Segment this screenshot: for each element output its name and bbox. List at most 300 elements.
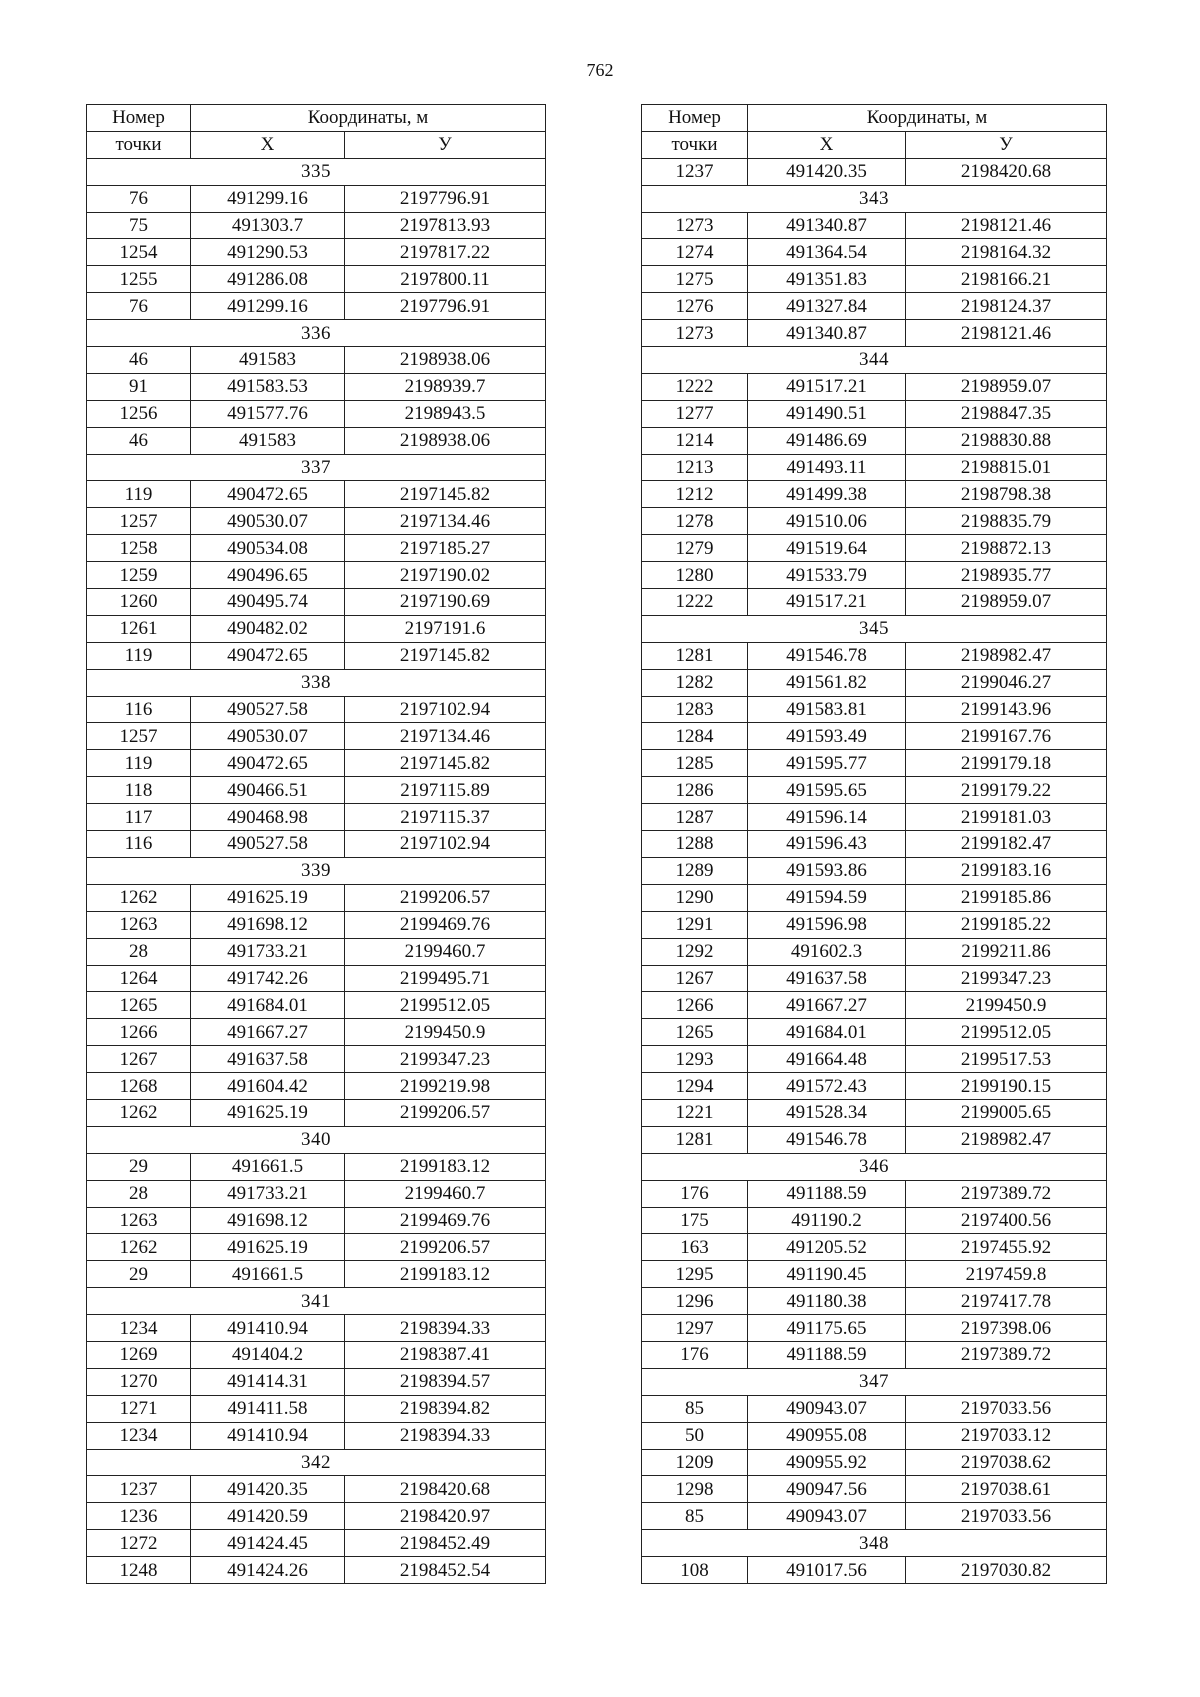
table-row — [87, 777, 546, 804]
table-row — [87, 1557, 546, 1584]
point-number-cell: 1283 — [642, 696, 748, 723]
y-coordinate-cell: 2198935.77 — [906, 562, 1107, 589]
table-row — [87, 589, 546, 616]
table-row — [87, 508, 546, 535]
y-coordinate-cell: 2199183.12 — [345, 1261, 546, 1288]
y-coordinate-cell: 2198394.57 — [345, 1368, 546, 1395]
point-number-cell: 119 — [87, 642, 191, 669]
point-number-cell: 1292 — [642, 938, 748, 965]
point-number-cell: 1236 — [87, 1503, 191, 1530]
point-number-cell: 1212 — [642, 481, 748, 508]
y-coordinate-cell: 2197030.82 — [906, 1557, 1107, 1584]
point-number-cell: 1222 — [642, 373, 748, 400]
point-number-cell: 76 — [87, 293, 191, 320]
point-number-cell: 1237 — [87, 1476, 191, 1503]
point-number-cell: 46 — [87, 347, 191, 374]
section-row — [87, 669, 546, 696]
section-number: 343 — [642, 185, 1107, 212]
table-row — [87, 293, 546, 320]
point-number-cell: 29 — [87, 1261, 191, 1288]
point-number-cell: 1248 — [87, 1557, 191, 1584]
point-number-cell: 1268 — [87, 1073, 191, 1100]
table-row — [642, 1099, 1107, 1126]
x-coordinate-cell: 491661.5 — [191, 1261, 345, 1288]
y-coordinate-cell: 2198959.07 — [906, 373, 1107, 400]
section-row — [642, 1530, 1107, 1557]
table-row — [642, 1019, 1107, 1046]
x-coordinate-cell: 491596.14 — [748, 804, 906, 831]
table-row — [642, 1449, 1107, 1476]
table-row — [87, 562, 546, 589]
table-row — [642, 454, 1107, 481]
table-row — [642, 884, 1107, 911]
x-coordinate-cell: 491351.83 — [748, 266, 906, 293]
section-number: 339 — [87, 857, 546, 884]
point-number-cell: 1262 — [87, 1234, 191, 1261]
section-number: 340 — [87, 1126, 546, 1153]
x-coordinate-cell: 491340.87 — [748, 212, 906, 239]
point-number-header-bottom: точки — [642, 131, 748, 158]
table-row — [87, 481, 546, 508]
table-row — [87, 615, 546, 642]
point-number-cell: 175 — [642, 1207, 748, 1234]
x-coordinate-cell: 490955.08 — [748, 1422, 906, 1449]
section-number: 344 — [642, 347, 1107, 374]
point-number-cell: 85 — [642, 1503, 748, 1530]
y-coordinate-cell: 2198847.35 — [906, 400, 1107, 427]
x-coordinate-cell: 490527.58 — [191, 831, 345, 858]
section-number: 335 — [87, 158, 546, 185]
y-coordinate-cell: 2197033.56 — [906, 1395, 1107, 1422]
point-number-cell: 1284 — [642, 723, 748, 750]
coordinates-table-left-body — [87, 105, 546, 1584]
y-coordinate-cell: 2199219.98 — [345, 1073, 546, 1100]
point-number-cell: 1257 — [87, 723, 191, 750]
point-number-cell: 1265 — [87, 992, 191, 1019]
x-coordinate-cell: 490534.08 — [191, 535, 345, 562]
point-number-cell: 1221 — [642, 1099, 748, 1126]
y-coordinate-cell: 2199206.57 — [345, 1234, 546, 1261]
point-number-cell: 1267 — [87, 1046, 191, 1073]
x-coordinate-cell: 491577.76 — [191, 400, 345, 427]
y-coordinate-cell: 2198166.21 — [906, 266, 1107, 293]
x-coordinate-cell: 491528.34 — [748, 1099, 906, 1126]
x-coordinate-cell: 491299.16 — [191, 185, 345, 212]
y-coordinate-cell: 2198798.38 — [906, 481, 1107, 508]
point-number-cell: 75 — [87, 212, 191, 239]
table-row — [642, 1341, 1107, 1368]
table-row — [87, 938, 546, 965]
x-coordinate-cell: 491733.21 — [191, 1180, 345, 1207]
y-coordinate-cell: 2197033.12 — [906, 1422, 1107, 1449]
table-row — [642, 293, 1107, 320]
x-coordinate-cell: 491593.86 — [748, 857, 906, 884]
point-number-cell: 1278 — [642, 508, 748, 535]
y-coordinate-cell: 2199450.9 — [906, 992, 1107, 1019]
y-coordinate-cell: 2198982.47 — [906, 642, 1107, 669]
x-coordinate-cell: 491420.35 — [748, 158, 906, 185]
table-row — [87, 266, 546, 293]
x-coordinate-cell: 491594.59 — [748, 884, 906, 911]
point-number-cell: 1263 — [87, 911, 191, 938]
y-coordinate-cell: 2197102.94 — [345, 831, 546, 858]
point-number-cell: 1257 — [87, 508, 191, 535]
table-row — [642, 1557, 1107, 1584]
x-coordinate-cell: 491188.59 — [748, 1180, 906, 1207]
y-coordinate-cell: 2197398.06 — [906, 1315, 1107, 1342]
x-coordinate-cell: 491596.98 — [748, 911, 906, 938]
table-row — [642, 1126, 1107, 1153]
y-coordinate-cell: 2199183.12 — [345, 1153, 546, 1180]
section-row — [642, 347, 1107, 374]
y-coordinate-cell: 2197813.93 — [345, 212, 546, 239]
y-coordinate-cell: 2198420.68 — [906, 158, 1107, 185]
y-coordinate-cell: 2198938.06 — [345, 347, 546, 374]
section-number: 342 — [87, 1449, 546, 1476]
section-row — [87, 454, 546, 481]
point-number-cell: 76 — [87, 185, 191, 212]
x-coordinate-cell: 491583 — [191, 427, 345, 454]
x-coordinate-cell: 491490.51 — [748, 400, 906, 427]
section-row — [87, 320, 546, 347]
y-coordinate-cell: 2197817.22 — [345, 239, 546, 266]
table-row — [87, 992, 546, 1019]
table-row — [87, 535, 546, 562]
x-coordinate-cell: 491180.38 — [748, 1288, 906, 1315]
section-number: 341 — [87, 1288, 546, 1315]
point-number-cell: 1297 — [642, 1315, 748, 1342]
point-number-cell: 1266 — [642, 992, 748, 1019]
x-coordinate-cell: 490527.58 — [191, 696, 345, 723]
y-coordinate-cell: 2197796.91 — [345, 185, 546, 212]
table-row — [87, 239, 546, 266]
y-coordinate-cell: 2197115.89 — [345, 777, 546, 804]
y-coordinate-cell: 2198420.97 — [345, 1503, 546, 1530]
y-coordinate-cell: 2198830.88 — [906, 427, 1107, 454]
table-row — [87, 427, 546, 454]
y-coordinate-cell: 2199182.47 — [906, 831, 1107, 858]
section-row — [87, 1288, 546, 1315]
table-row — [87, 1530, 546, 1557]
y-coordinate-cell: 2197455.92 — [906, 1234, 1107, 1261]
y-coordinate-cell: 2199517.53 — [906, 1046, 1107, 1073]
y-coordinate-cell: 2199469.76 — [345, 1207, 546, 1234]
table-row — [642, 1288, 1107, 1315]
point-number-cell: 1261 — [87, 615, 191, 642]
section-row — [642, 615, 1107, 642]
x-coordinate-cell: 491625.19 — [191, 1234, 345, 1261]
x-coordinate-cell: 491303.7 — [191, 212, 345, 239]
y-column-header: У — [345, 131, 546, 158]
point-number-cell: 85 — [642, 1395, 748, 1422]
x-coordinate-cell: 490468.98 — [191, 804, 345, 831]
x-coordinate-cell: 491572.43 — [748, 1073, 906, 1100]
y-coordinate-cell: 2199512.05 — [906, 1019, 1107, 1046]
point-number-cell: 119 — [87, 750, 191, 777]
table-row — [87, 642, 546, 669]
x-coordinate-cell: 491327.84 — [748, 293, 906, 320]
point-number-cell: 1295 — [642, 1261, 748, 1288]
y-coordinate-cell: 2198394.33 — [345, 1422, 546, 1449]
x-coordinate-cell: 491424.45 — [191, 1530, 345, 1557]
point-number-cell: 1256 — [87, 400, 191, 427]
table-row — [87, 1261, 546, 1288]
x-coordinate-cell: 491420.35 — [191, 1476, 345, 1503]
point-number-cell: 1213 — [642, 454, 748, 481]
point-number-cell: 1209 — [642, 1449, 748, 1476]
x-coordinate-cell: 491410.94 — [191, 1315, 345, 1342]
y-coordinate-cell: 2198124.37 — [906, 293, 1107, 320]
x-coordinate-cell: 491533.79 — [748, 562, 906, 589]
point-number-cell: 1281 — [642, 1126, 748, 1153]
table-row — [642, 1234, 1107, 1261]
x-coordinate-cell: 491411.58 — [191, 1395, 345, 1422]
table-row — [642, 373, 1107, 400]
table-row — [87, 1207, 546, 1234]
x-coordinate-cell: 491205.52 — [748, 1234, 906, 1261]
point-number-cell: 176 — [642, 1341, 748, 1368]
table-row — [642, 1261, 1107, 1288]
x-coordinate-cell: 491499.38 — [748, 481, 906, 508]
y-coordinate-cell: 2198394.33 — [345, 1315, 546, 1342]
x-coordinate-cell: 491561.82 — [748, 669, 906, 696]
x-coordinate-cell: 491299.16 — [191, 293, 345, 320]
table-row — [87, 1422, 546, 1449]
point-number-cell: 50 — [642, 1422, 748, 1449]
x-coordinate-cell: 491684.01 — [191, 992, 345, 1019]
table-row — [87, 185, 546, 212]
y-coordinate-cell: 2197038.61 — [906, 1476, 1107, 1503]
point-number-cell: 1262 — [87, 1099, 191, 1126]
x-coordinate-cell: 490466.51 — [191, 777, 345, 804]
y-coordinate-cell: 2199512.05 — [345, 992, 546, 1019]
header-row-2 — [87, 131, 546, 158]
table-row — [87, 884, 546, 911]
x-coordinate-cell: 491583 — [191, 347, 345, 374]
point-number-cell: 1277 — [642, 400, 748, 427]
table-row — [642, 320, 1107, 347]
y-coordinate-cell: 2199179.22 — [906, 777, 1107, 804]
x-coordinate-cell: 491595.77 — [748, 750, 906, 777]
table-row — [87, 1476, 546, 1503]
x-coordinate-cell: 491698.12 — [191, 911, 345, 938]
y-column-header: У — [906, 131, 1107, 158]
point-number-cell: 29 — [87, 1153, 191, 1180]
x-coordinate-cell: 491637.58 — [748, 965, 906, 992]
section-row — [87, 857, 546, 884]
table-row — [642, 777, 1107, 804]
y-coordinate-cell: 2199185.86 — [906, 884, 1107, 911]
y-coordinate-cell: 2199347.23 — [906, 965, 1107, 992]
point-number-cell: 1258 — [87, 535, 191, 562]
table-row — [87, 1315, 546, 1342]
point-number-cell: 119 — [87, 481, 191, 508]
coordinates-table-right-body — [642, 105, 1107, 1584]
x-coordinate-cell: 491546.78 — [748, 642, 906, 669]
x-coordinate-cell: 491190.45 — [748, 1261, 906, 1288]
y-coordinate-cell: 2197145.82 — [345, 642, 546, 669]
y-coordinate-cell: 2199460.7 — [345, 1180, 546, 1207]
x-coordinate-cell: 491667.27 — [191, 1019, 345, 1046]
table-row — [642, 400, 1107, 427]
x-coordinate-cell: 491593.49 — [748, 723, 906, 750]
section-number: 347 — [642, 1368, 1107, 1395]
y-coordinate-cell: 2198943.5 — [345, 400, 546, 427]
point-number-cell: 1254 — [87, 239, 191, 266]
x-coordinate-cell: 490530.07 — [191, 508, 345, 535]
section-number: 345 — [642, 615, 1107, 642]
x-coordinate-cell: 491188.59 — [748, 1341, 906, 1368]
x-coordinate-cell: 491583.53 — [191, 373, 345, 400]
x-coordinate-cell: 491519.64 — [748, 535, 906, 562]
coordinates-table-left — [86, 104, 546, 1584]
point-number-cell: 1276 — [642, 293, 748, 320]
x-coordinate-cell: 491510.06 — [748, 508, 906, 535]
x-coordinate-cell: 491517.21 — [748, 373, 906, 400]
coordinates-table-right — [641, 104, 1107, 1584]
y-coordinate-cell: 2199005.65 — [906, 1099, 1107, 1126]
y-coordinate-cell: 2198452.49 — [345, 1530, 546, 1557]
table-row — [642, 1073, 1107, 1100]
x-coordinate-cell: 490496.65 — [191, 562, 345, 589]
x-coordinate-cell: 491017.56 — [748, 1557, 906, 1584]
point-number-cell: 1237 — [642, 158, 748, 185]
table-row — [642, 857, 1107, 884]
y-coordinate-cell: 2198938.06 — [345, 427, 546, 454]
section-row — [87, 1126, 546, 1153]
point-number-cell: 1285 — [642, 750, 748, 777]
section-number: 337 — [87, 454, 546, 481]
x-coordinate-cell: 491286.08 — [191, 266, 345, 293]
table-row — [642, 1180, 1107, 1207]
y-coordinate-cell: 2199183.16 — [906, 857, 1107, 884]
x-coordinate-cell: 491583.81 — [748, 696, 906, 723]
table-row — [642, 1207, 1107, 1234]
table-row — [87, 1046, 546, 1073]
table-row — [87, 1073, 546, 1100]
table-row — [87, 1099, 546, 1126]
x-coordinate-cell: 491175.65 — [748, 1315, 906, 1342]
point-number-cell: 1280 — [642, 562, 748, 589]
table-row — [87, 723, 546, 750]
y-coordinate-cell: 2198835.79 — [906, 508, 1107, 535]
point-number-cell: 1273 — [642, 212, 748, 239]
point-number-header-top: Номер — [642, 105, 748, 132]
section-row — [642, 1153, 1107, 1180]
table-row — [87, 212, 546, 239]
point-number-header-top: Номер — [87, 105, 191, 132]
table-row — [642, 562, 1107, 589]
y-coordinate-cell: 2198452.54 — [345, 1557, 546, 1584]
point-number-cell: 1234 — [87, 1315, 191, 1342]
point-number-cell: 1263 — [87, 1207, 191, 1234]
coordinates-header: Координаты, м — [748, 105, 1107, 132]
section-number: 348 — [642, 1530, 1107, 1557]
point-number-cell: 1262 — [87, 884, 191, 911]
y-coordinate-cell: 2197115.37 — [345, 804, 546, 831]
x-coordinate-cell: 490472.65 — [191, 750, 345, 777]
y-coordinate-cell: 2197190.02 — [345, 562, 546, 589]
y-coordinate-cell: 2198394.82 — [345, 1395, 546, 1422]
table-row — [87, 965, 546, 992]
y-coordinate-cell: 2199190.15 — [906, 1073, 1107, 1100]
table-row — [642, 212, 1107, 239]
y-coordinate-cell: 2198872.13 — [906, 535, 1107, 562]
point-number-header-bottom: точки — [87, 131, 191, 158]
point-number-cell: 28 — [87, 938, 191, 965]
point-number-cell: 1259 — [87, 562, 191, 589]
point-number-cell: 1255 — [87, 266, 191, 293]
x-coordinate-cell: 491604.42 — [191, 1073, 345, 1100]
y-coordinate-cell: 2199206.57 — [345, 884, 546, 911]
table-row — [642, 1422, 1107, 1449]
y-coordinate-cell: 2198387.41 — [345, 1341, 546, 1368]
y-coordinate-cell: 2199185.22 — [906, 911, 1107, 938]
point-number-cell: 1272 — [87, 1530, 191, 1557]
point-number-cell: 1289 — [642, 857, 748, 884]
y-coordinate-cell: 2199495.71 — [345, 965, 546, 992]
table-row — [87, 1395, 546, 1422]
y-coordinate-cell: 2199181.03 — [906, 804, 1107, 831]
section-number: 336 — [87, 320, 546, 347]
point-number-cell: 28 — [87, 1180, 191, 1207]
x-coordinate-cell: 491698.12 — [191, 1207, 345, 1234]
table-row — [642, 1503, 1107, 1530]
x-coordinate-cell: 490482.02 — [191, 615, 345, 642]
x-coordinate-cell: 491420.59 — [191, 1503, 345, 1530]
point-number-cell: 1287 — [642, 804, 748, 831]
point-number-cell: 1293 — [642, 1046, 748, 1073]
table-row — [642, 992, 1107, 1019]
x-coordinate-cell: 491404.2 — [191, 1341, 345, 1368]
y-coordinate-cell: 2197191.6 — [345, 615, 546, 642]
y-coordinate-cell: 2197190.69 — [345, 589, 546, 616]
y-coordinate-cell: 2199450.9 — [345, 1019, 546, 1046]
point-number-cell: 176 — [642, 1180, 748, 1207]
table-row — [642, 158, 1107, 185]
x-coordinate-cell: 491664.48 — [748, 1046, 906, 1073]
section-row — [87, 158, 546, 185]
x-coordinate-cell: 491625.19 — [191, 1099, 345, 1126]
section-number: 346 — [642, 1153, 1107, 1180]
x-coordinate-cell: 491546.78 — [748, 1126, 906, 1153]
table-row — [642, 938, 1107, 965]
table-row — [642, 669, 1107, 696]
y-coordinate-cell: 2197134.46 — [345, 723, 546, 750]
y-coordinate-cell: 2197145.82 — [345, 750, 546, 777]
y-coordinate-cell: 2197800.11 — [345, 266, 546, 293]
point-number-cell: 1234 — [87, 1422, 191, 1449]
table-row — [642, 965, 1107, 992]
point-number-cell: 1267 — [642, 965, 748, 992]
point-number-cell: 1288 — [642, 831, 748, 858]
x-coordinate-cell: 491424.26 — [191, 1557, 345, 1584]
y-coordinate-cell: 2199460.7 — [345, 938, 546, 965]
point-number-cell: 1271 — [87, 1395, 191, 1422]
table-row — [642, 1046, 1107, 1073]
x-coordinate-cell: 491517.21 — [748, 589, 906, 616]
x-coordinate-cell: 491733.21 — [191, 938, 345, 965]
point-number-cell: 1264 — [87, 965, 191, 992]
y-coordinate-cell: 2197459.8 — [906, 1261, 1107, 1288]
table-row — [87, 1341, 546, 1368]
x-coordinate-cell: 491410.94 — [191, 1422, 345, 1449]
table-row — [642, 1315, 1107, 1342]
x-coordinate-cell: 491742.26 — [191, 965, 345, 992]
table-row — [87, 696, 546, 723]
point-number-cell: 116 — [87, 831, 191, 858]
point-number-cell: 1269 — [87, 1341, 191, 1368]
